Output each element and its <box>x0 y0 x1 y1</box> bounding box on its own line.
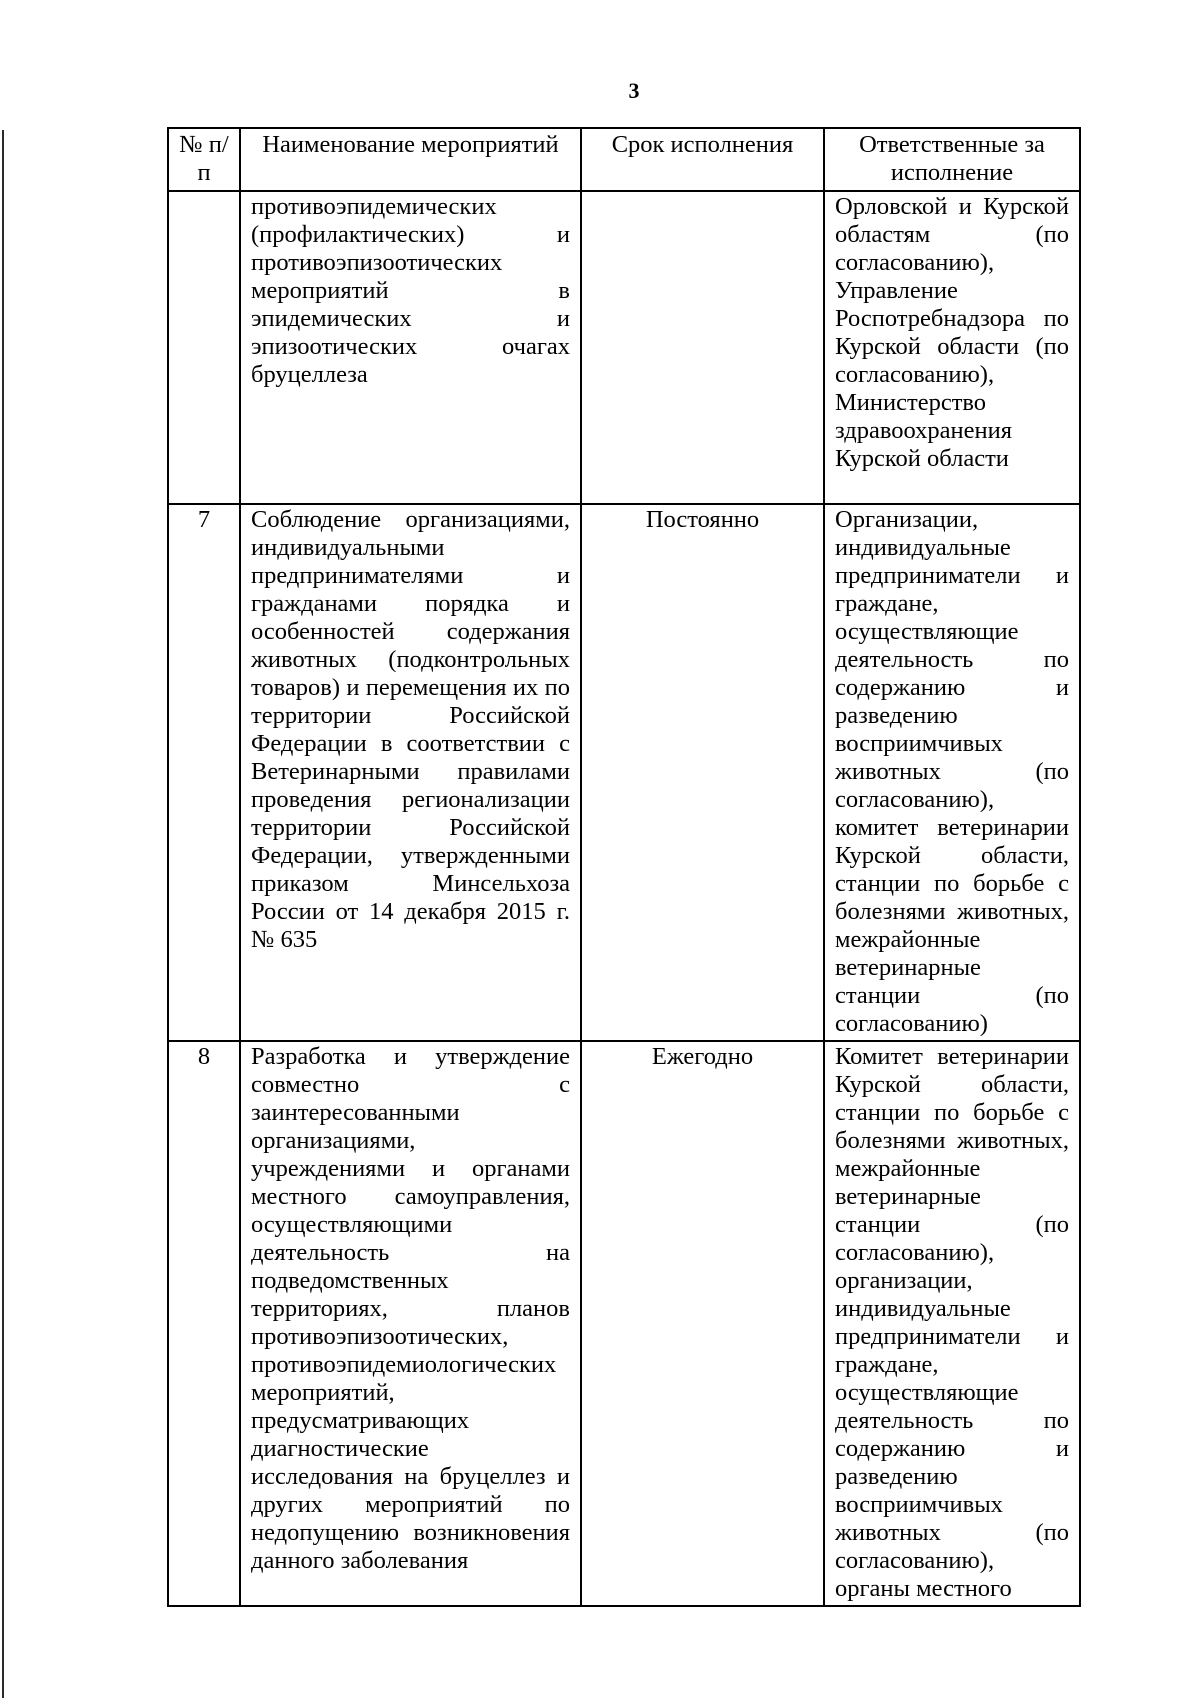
cell-term: Постоянно <box>581 504 824 1041</box>
cell-name: Соблюдение организациями, индивидуальными предпринимателями и гражданами порядка и особенностей содержания животных (подконтрольных товаров) и перемещения их по территории Российской Федерации в соответствии с Ветеринарными правилами проведения регионализации территории Российской Федерации, утвержденными приказом Минсельхоза России от 14 декабря 2015 г. № 635 <box>240 504 581 1041</box>
header-term: Срок исполнения <box>581 128 824 191</box>
table-header-row <box>168 128 1080 191</box>
cell-num <box>168 191 240 504</box>
table-row <box>168 191 1080 504</box>
header-num: № п/п <box>168 128 240 191</box>
cell-name: Разработка и утверждение совместно с заинтересованными организациями, учреждениями и органами местного самоуправления, осуществляющими деятельность на подведомственных территориях, планов противоэпизоотических, противоэпидемиологических мероприятий, предусматривающих диагностические исследования на бруцеллез и других мероприятий по недопущению возникновения данного заболевания <box>240 1041 581 1606</box>
cell-num: 8 <box>168 1041 240 1606</box>
header-name: Наименование мероприятий <box>240 128 581 191</box>
table-row <box>168 1041 1080 1606</box>
scan-edge <box>2 130 4 1698</box>
cell-num: 7 <box>168 504 240 1041</box>
table-row <box>168 504 1080 1041</box>
cell-responsible: Комитет ветеринарии Курской области, станции по борьбе с болезнями животных, межрайонные ветеринарные станции (по согласованию), организации, индивидуальные предприниматели и граждане, осуществляющие деятельность по содержанию и разведению восприимчивых животных (по согласованию), органы местного <box>824 1041 1080 1606</box>
cell-name: противоэпидемических (профилактических) и противоэпизоотических мероприятий в эпидемических и эпизоотических очагах бруцеллеза <box>240 191 581 504</box>
cell-responsible: Организации, индивидуальные предприниматели и граждане, осуществляющие деятельность по содержанию и разведению восприимчивых животных (по согласованию), комитет ветеринарии Курской области, станции по борьбе с болезнями животных, межрайонные ветеринарные станции (по согласованию) <box>824 504 1080 1041</box>
cell-term: Ежегодно <box>581 1041 824 1606</box>
cell-responsible: Орловской и Курской областям (по согласованию), Управление Роспотребнадзора по Курской области (по согласованию), Министерство здравоохранения Курской области <box>824 191 1080 504</box>
cell-term <box>581 191 824 504</box>
measures-table <box>167 127 1081 1607</box>
page-number: 3 <box>628 78 640 103</box>
header-responsible: Ответственные за исполнение <box>824 128 1080 191</box>
